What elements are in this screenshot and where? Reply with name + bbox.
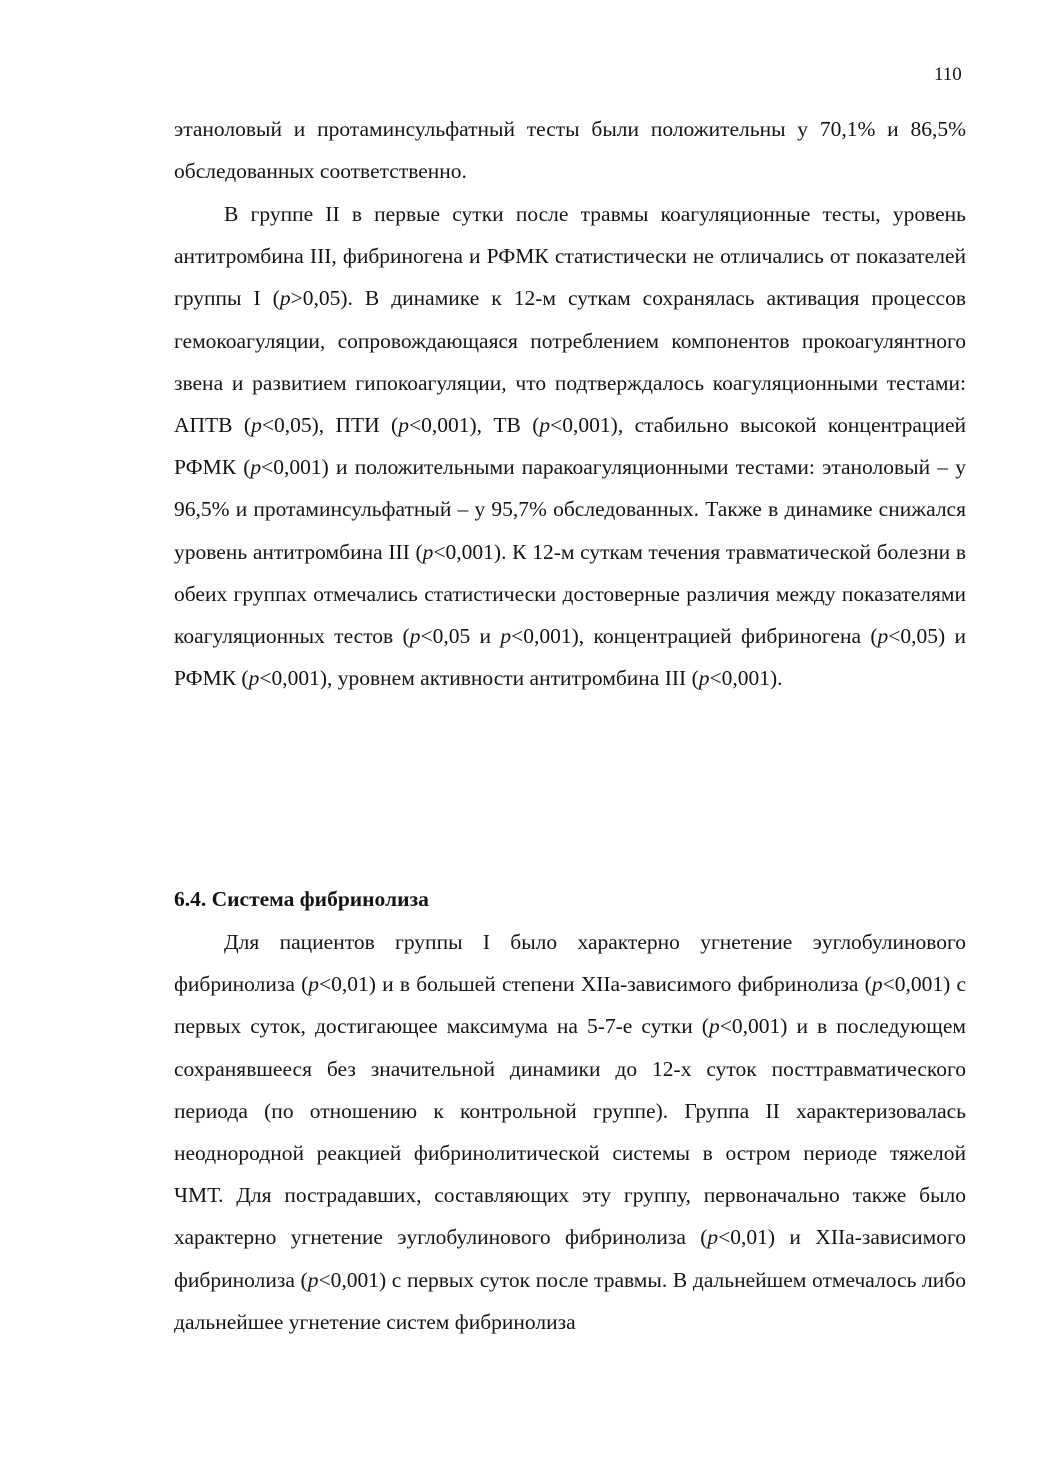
text-segment: >0,05). В динамике к 12-м суткам сохранялась активация процессов гемокоагуляции, сопровождающаяся потреблением компонентов прокоагулянтного звена и развитием гипокоагуляции, что подтверждалось коагуляционными тестами: АПТВ ( xyxy=(174,286,966,438)
p-value-symbol: p xyxy=(248,666,260,691)
paragraph-continuation xyxy=(174,108,966,192)
text-segment: <0,001), стабильно высокой концентрацией РФМК ( xyxy=(174,413,967,480)
text-segment: <0,05 и xyxy=(420,624,501,649)
paragraph-group-ii xyxy=(174,193,966,699)
section-heading: 6.4. Система фибринолиза xyxy=(174,887,429,911)
text-segment: В группе II в первые сутки после травмы коагуляционные тесты, уровень антитромбина III, фибриногена и РФМК статистически не отличались от показателей группы I ( xyxy=(174,202,966,311)
text-segment: этаноловый и протаминсульфатный тесты были положительны у 70,1% и 86,5% обследованных соответственно. xyxy=(174,117,966,184)
text-segment: <0,001), концентрацией фибриногена ( xyxy=(511,624,878,649)
p-value-symbol: p xyxy=(279,286,291,311)
p-value-symbol: p xyxy=(871,972,883,997)
p-value-symbol: p xyxy=(708,1014,720,1039)
p-value-symbol: p xyxy=(698,666,710,691)
p-value-symbol: p xyxy=(877,624,889,649)
p-value-symbol: p xyxy=(539,413,551,438)
p-value-symbol: p xyxy=(398,413,409,438)
text-segment: <0,01) и XIIа-зависимого фибринолиза ( xyxy=(174,1225,966,1292)
p-value-symbol: p xyxy=(308,972,319,997)
p-value-symbol: p xyxy=(422,539,434,564)
p-value-symbol: p xyxy=(250,455,262,480)
text-segment: Для пациентов группы I было характерно угнетение эуглобулинового фибринолиза ( xyxy=(174,930,966,997)
p-value-symbol: p xyxy=(307,1267,319,1292)
text-segment: <0,001). К 12-м суткам течения травматической болезни в обеих группах отмечались статистически достоверные различия между показателями коагуляционных тестов ( xyxy=(174,539,966,649)
paragraph-fibrinolysis xyxy=(174,921,966,1343)
text-segment: <0,001) с первых суток после травмы. В дальнейшем отмечалось либо дальнейшее угнетение систем фибринолиза xyxy=(174,1267,966,1334)
text-segment: <0,001), ТВ ( xyxy=(408,413,540,438)
text-segment: <0,001). xyxy=(709,666,783,691)
text-segment: <0,001) и положительными паракоагуляционными тестами: этаноловый – у 96,5% и протаминсульфатный – у 95,7% обследованных. Также в динамике снижался уровень антитромбина III ( xyxy=(174,455,966,564)
text-segment: <0,05), ПТИ ( xyxy=(261,413,399,438)
page-number: 110 xyxy=(934,64,962,85)
text-segment: <0,001) с первых суток, достигающее максимума на 5-7-е сутки ( xyxy=(174,972,966,1039)
p-value-symbol: p xyxy=(500,624,512,649)
text-segment: <0,001) и в последующем сохранявшееся без значительной динамики до 12-х суток посттравматического периода (по отношению к контрольной группе). Группа II характеризовалась неоднородной реакцией фибринолитической системы в остром периоде тяжелой ЧМТ. Для пострадавших, составляющих эту группу, первоначально также было характерно угнетение эуглобулинового фибринолиза ( xyxy=(174,1014,966,1250)
p-value-symbol: p xyxy=(251,413,262,438)
text-segment: <0,05) и РФМК ( xyxy=(174,624,966,691)
text-segment: <0,001), уровнем активности антитромбина III ( xyxy=(259,666,699,691)
p-value-symbol: p xyxy=(409,624,421,649)
text-segment: <0,01) и в большей степени XIIа-зависимого фибринолиза ( xyxy=(319,972,872,997)
p-value-symbol: p xyxy=(707,1225,719,1250)
